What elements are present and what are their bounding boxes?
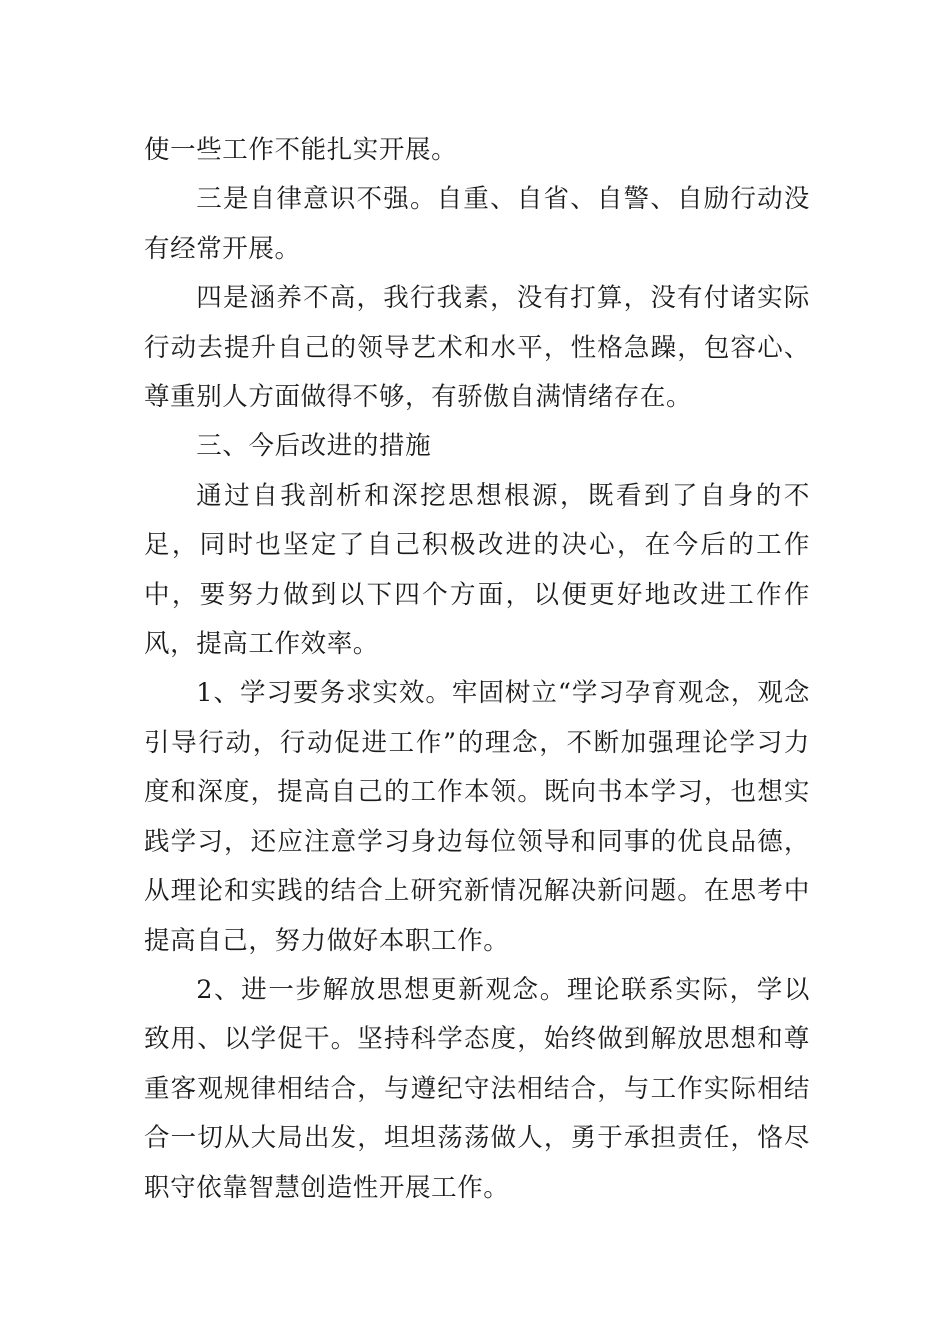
paragraph-measure-1-study: 1、学习要务求实效。牢固树立“学习孕育观念，观念引导行动，行动促进工作”的理念，不断加强理论学习力度和深度，提高自己的工作本领。既向书本学习，也想实践学习，还应注意学习身边每位领导和同事的优良品德，从理论和实践的结合上研究新情况解决新问题。在思考中提高自己，努力做好本职工作。: [144, 678, 810, 956]
paragraph-cultivation: 四是涵养不高，我行我素，没有打算，没有付诸实际行动去提升自己的领导艺术和水平，性格急躁，包容心、尊重别人方面做得不够，有骄傲自满情绪存在。: [144, 283, 810, 413]
paragraph-continuation: 使一些工作不能扎实开展。: [144, 135, 458, 165]
section-heading-improvement-measures: 三、今后改进的措施: [196, 431, 432, 462]
paragraph-self-discipline: 三是自律意识不强。自重、自省、自警、自励行动没有经常开展。: [144, 184, 810, 264]
paragraph-improvement-intro: 通过自我剖析和深挖思想根源，既看到了自身的不足，同时也坚定了自己积极改进的决心，在今后的工作中，要努力做到以下四个方面，以便更好地改进工作作风，提高工作效率。: [144, 480, 810, 660]
paragraph-measure-2-emancipate-thinking: 2、进一步解放思想更新观念。理论联系实际，学以致用、以学促干。坚持科学态度，始终做到解放思想和尊重客观规律相结合，与遵纪守法相结合，与工作实际相结合一切从大局出发，坦坦荡荡做人，勇于承担责任，恪尽职守依靠智慧创造性开展工作。: [144, 974, 810, 1203]
